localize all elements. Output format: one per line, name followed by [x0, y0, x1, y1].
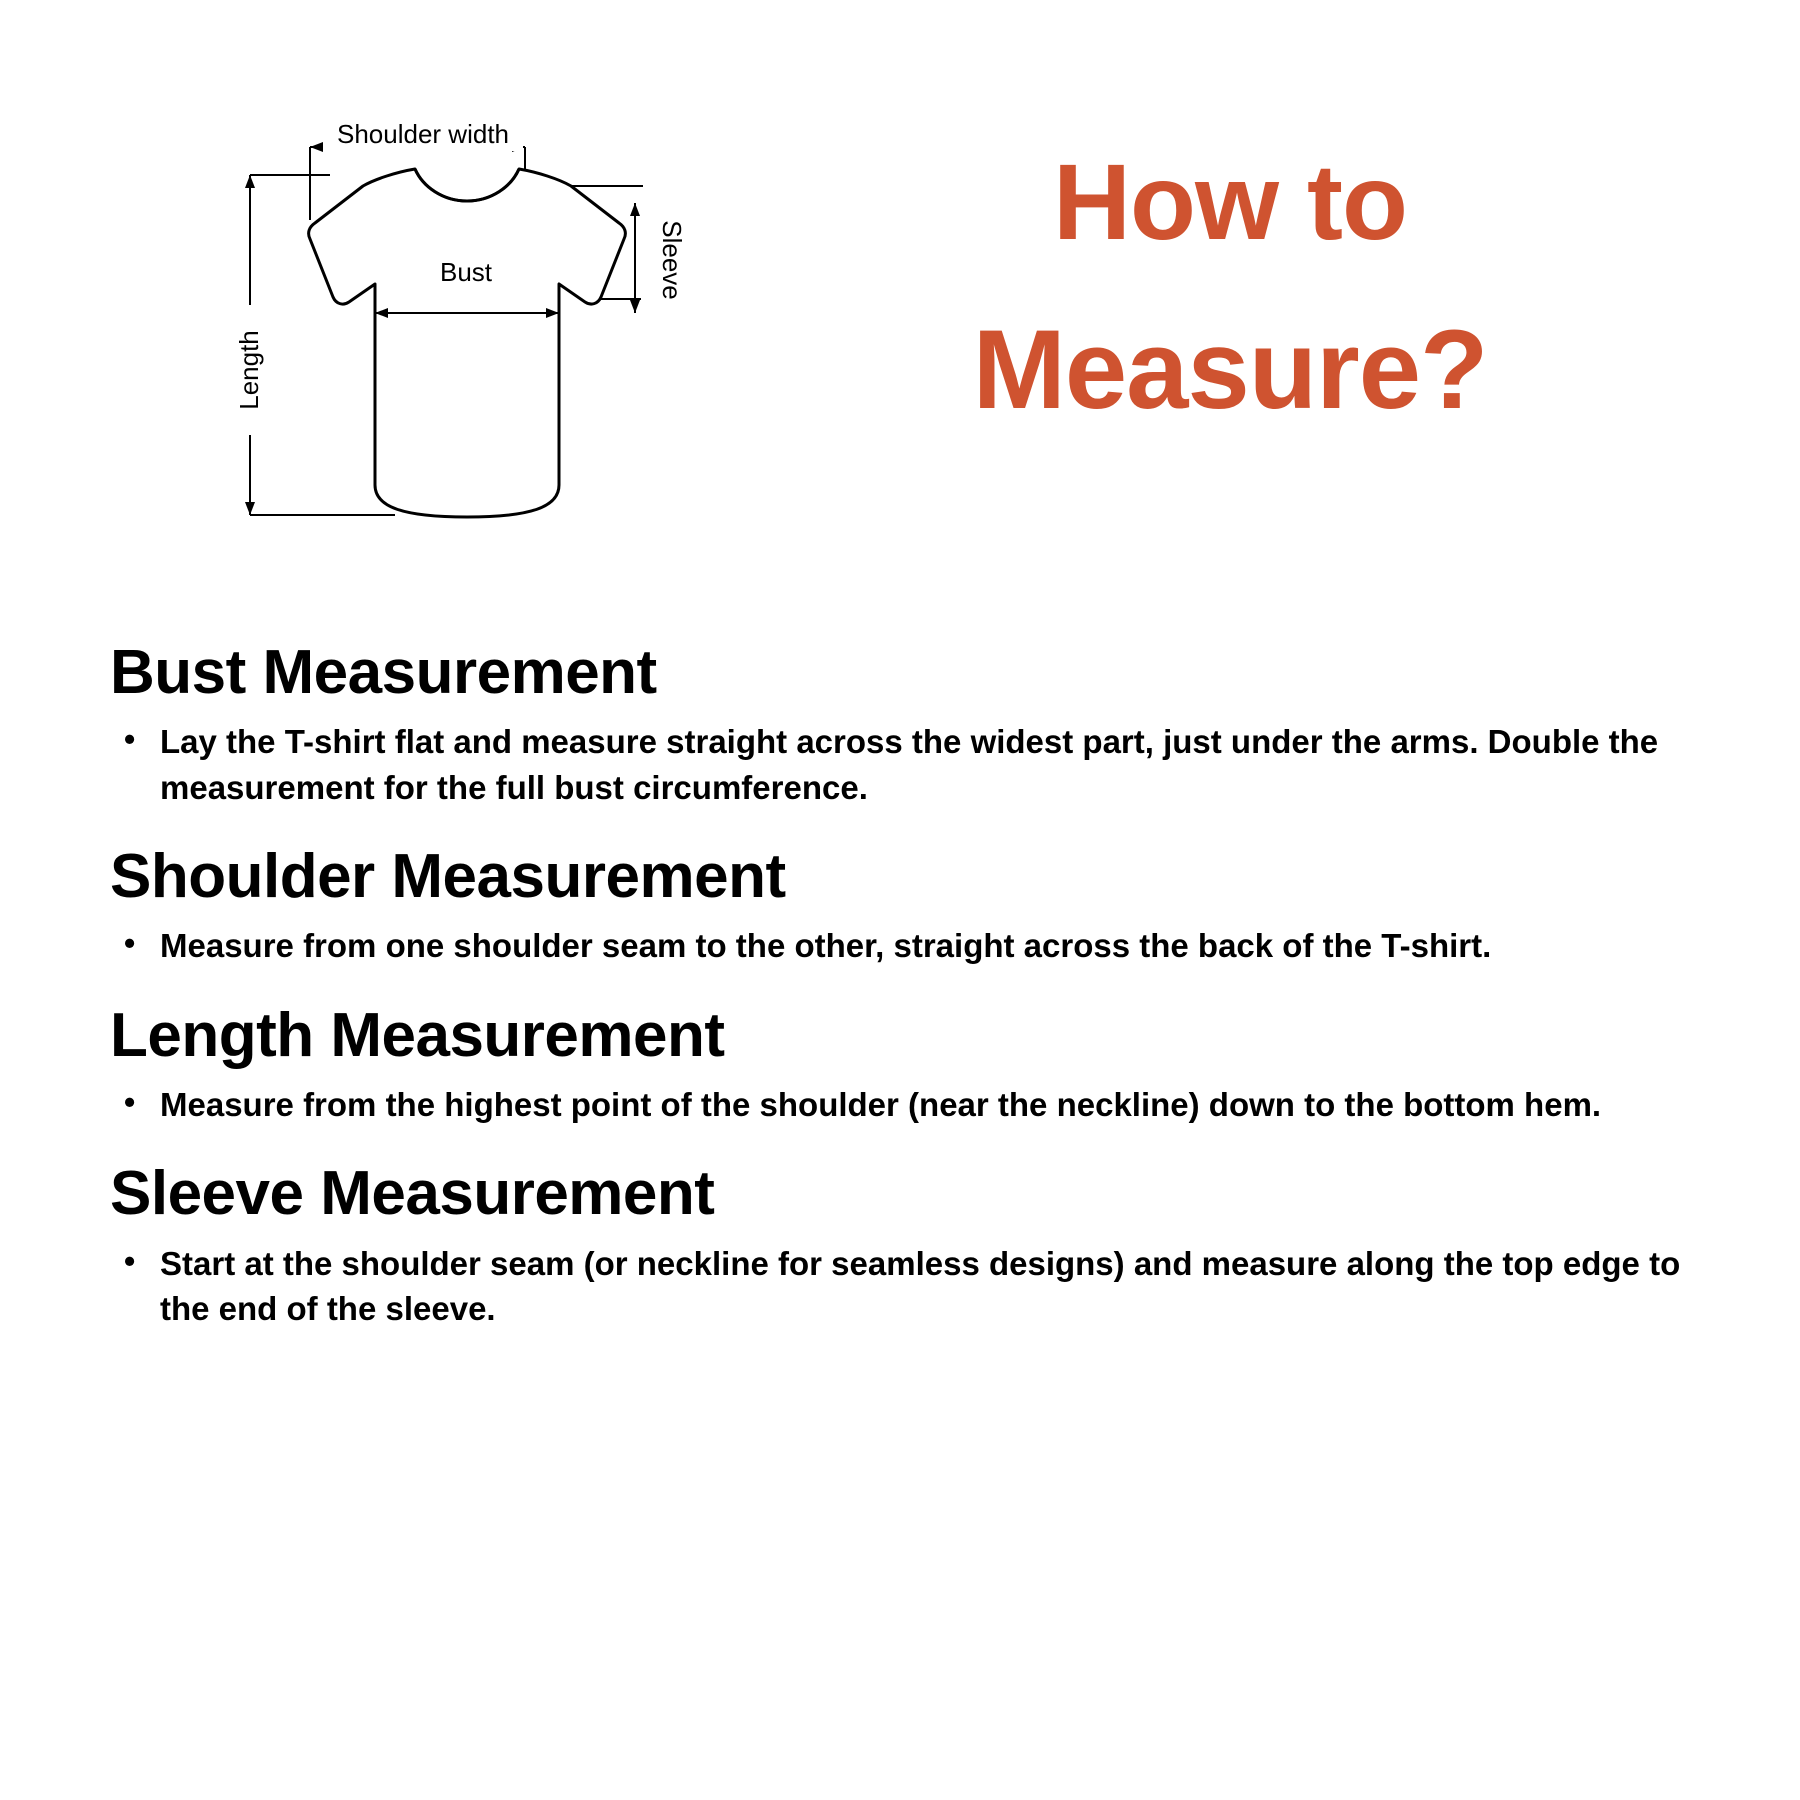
section-heading-sleeve: Sleeve Measurement [110, 1159, 715, 1229]
diagram-label-shoulder-width: Shoulder width [337, 119, 509, 149]
section-heading-length: Length Measurement [110, 1000, 725, 1070]
list-item: • Lay the T-shirt flat and measure straight across the widest part, just under the arms. Double the measurement for the full bust circumference. [110, 719, 1690, 810]
section-sleeve [0, 1161, 1800, 1331]
section-length [0, 1000, 1800, 1128]
bullet-list-shoulder [110, 923, 1690, 969]
page-title-line-1: How to [1053, 141, 1407, 262]
diagram-label-bust: Bust [439, 257, 493, 287]
list-item: • Measure from the highest point of the shoulder (near the neckline) down to the bottom hem. [110, 1082, 1690, 1128]
list-item: • Measure from one shoulder seam to the other, straight across the back of the T-shirt. [110, 923, 1690, 969]
section-heading-bust: Bust Measurement [110, 638, 657, 707]
page-title-line-2: Measure? [972, 307, 1488, 433]
bullet-list-length [110, 1082, 1690, 1128]
header-area [0, 0, 1800, 640]
page-title [860, 140, 1600, 435]
section-shoulder [0, 844, 1800, 969]
list-item: • Start at the shoulder seam (or neckline for seamless designs) and measure along the top edge to the end of the sleeve. [110, 1241, 1690, 1332]
bullet-list-sleeve [110, 1241, 1690, 1332]
tshirt-measurement-diagram [215, 55, 735, 585]
diagram-label-length: Length [234, 330, 264, 410]
instructions-content [0, 640, 1800, 1366]
diagram-label-sleeve: Sleeve [657, 220, 687, 300]
section-bust [0, 640, 1800, 810]
bullet-list-bust [110, 719, 1690, 810]
section-heading-shoulder: Shoulder Measurement [110, 842, 786, 912]
